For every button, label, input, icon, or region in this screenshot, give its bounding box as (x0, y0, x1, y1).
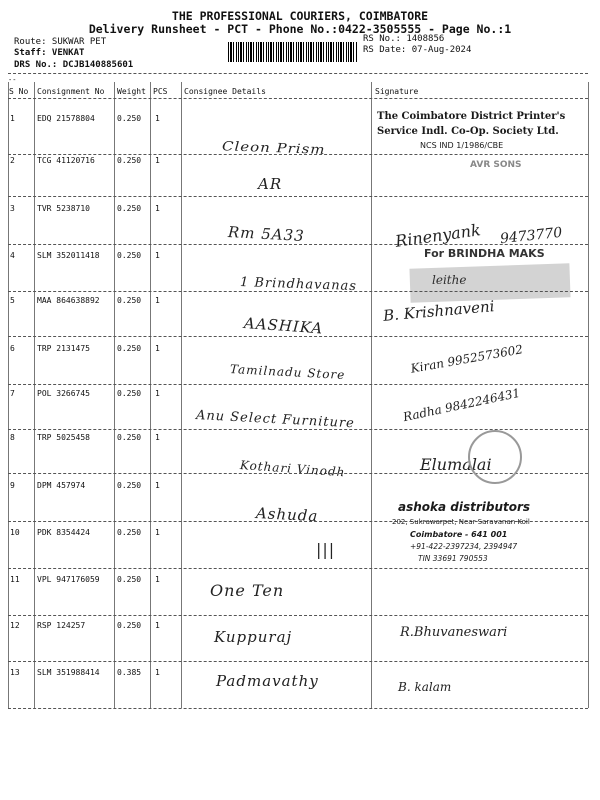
consignee-name-3: Rm 5A33 (227, 223, 306, 246)
signature-5: B. Krishnaveni (382, 297, 496, 325)
signature-6: Kiran 9952573602 (409, 342, 524, 376)
row-pcs: 1 (155, 251, 160, 260)
header-divider (8, 73, 588, 74)
row-consignment-no: POL 3266745 (37, 389, 90, 398)
signature-3: Rinenyank (394, 220, 482, 251)
row-pcs: 1 (155, 621, 160, 630)
row-sno: 2 (10, 156, 15, 165)
row-sno: 9 (10, 481, 15, 490)
row-weight: 0.250 (117, 156, 142, 165)
consignee-name-5: AASHIKA (243, 314, 324, 338)
stamp-avr-sons: AVR SONS (470, 160, 522, 170)
row-consignment-no: VPL 947176059 (37, 575, 100, 584)
row-sno: 11 (10, 575, 20, 584)
signature-3-number: 9473770 (499, 224, 564, 248)
header-row-divider (8, 98, 588, 99)
row-sno: 7 (10, 389, 15, 398)
stamp-ashoka-addr1: 202, Sukrawarpet, Near Saravanan Koil (392, 518, 530, 526)
row-pcs: 1 (155, 528, 160, 537)
consignee-name-6: Tamilnadu Store (229, 362, 346, 383)
row-sno: 12 (10, 621, 20, 630)
signature-12: R.Bhuvaneswari (400, 625, 508, 640)
row-weight: 0.250 (117, 344, 142, 353)
col-header-pcs: PCS (153, 87, 168, 96)
row-sno: 4 (10, 251, 15, 260)
consignee-name-9: Ashuda (255, 504, 319, 526)
consignee-name-11: One Ten (210, 581, 285, 600)
row-consignment-no: TCG 41120716 (37, 156, 95, 165)
row-pcs: 1 (155, 114, 160, 123)
consignee-name-8: Kothari Vinodh (239, 458, 346, 480)
row-sno: 10 (10, 528, 20, 537)
signature-7: Radha 9842246431 (401, 385, 522, 425)
stamp-ashoka-addr2: Coimbatore - 641 001 (410, 530, 508, 539)
stamp-ashoka-phone: +91-422-2397234, 2394947 (410, 542, 518, 551)
stamp-brindha: For BRINDHA MAKS (424, 247, 545, 260)
row-divider (8, 708, 588, 709)
row-weight: 0.250 (117, 481, 142, 490)
consignee-name-12: Kuppuraj (214, 628, 293, 646)
row-pcs: 1 (155, 481, 160, 490)
row-consignment-no: TRP 2131475 (37, 344, 90, 353)
row-consignment-no: TVR 5238710 (37, 204, 90, 213)
row-pcs: 1 (155, 668, 160, 677)
row-divider (8, 568, 588, 569)
row-sno: 3 (10, 204, 15, 213)
row-weight: 0.250 (117, 621, 142, 630)
round-seal (468, 430, 522, 484)
row-weight: 0.250 (117, 433, 142, 442)
row-pcs: 1 (155, 296, 160, 305)
col-line (588, 82, 589, 708)
row-consignment-no: TRP 5025458 (37, 433, 90, 442)
route-label: Route: SUKWAR PET (14, 37, 107, 47)
consignee-name-13: Padmavathy (216, 672, 319, 690)
staff-label: Staff: VENKAT (14, 48, 85, 58)
row-pcs: 1 (155, 156, 160, 165)
drs-number: DRS No.: DCJB140885601 (14, 60, 134, 70)
row-weight: 0.250 (117, 575, 142, 584)
row-consignment-no: SLM 351988414 (37, 668, 100, 677)
stamp-printers-line1: The Coimbatore District Printer's (377, 111, 566, 122)
row-sno: 8 (10, 433, 15, 442)
row-consignment-no: RSP 124257 (37, 621, 86, 630)
consignee-name-10: ||| (316, 540, 336, 559)
row-weight: 0.250 (117, 528, 142, 537)
row-divider (8, 384, 588, 385)
row-weight: 0.250 (117, 389, 142, 398)
col-header-signature: Signature (375, 87, 419, 96)
rs-number: RS No.: 1408856 (363, 34, 445, 44)
runsheet-subtitle: Delivery Runsheet - PCT - Phone No.:0422-3505555 - Page No.:1 (88, 22, 512, 36)
col-header-details: Consignee Details (184, 87, 266, 96)
stamp-printers-line3: NCS IND 1/1986/CBE (420, 141, 504, 150)
row-sno: 6 (10, 344, 15, 353)
consignee-name-7: Anu Select Furniture (195, 408, 356, 432)
row-sno: 1 (10, 114, 15, 123)
row-pcs: 1 (155, 433, 160, 442)
row-divider (8, 661, 588, 662)
row-pcs: 1 (155, 204, 160, 213)
row-sno: 5 (10, 296, 15, 305)
row-consignment-no: PDK 8354424 (37, 528, 90, 537)
stamp-ashoka-tin: TIN 33691 790553 (418, 554, 488, 563)
col-header-sno: S No (9, 87, 29, 96)
consignee-name-4: 1 Brindhavanas (239, 275, 358, 295)
row-pcs: 1 (155, 575, 160, 584)
row-divider (8, 196, 588, 197)
row-pcs: 1 (155, 389, 160, 398)
row-weight: 0.385 (117, 668, 142, 677)
row-consignment-no: EDQ 21578804 (37, 114, 95, 123)
stamp-printers-line2: Service Indl. Co-Op. Society Ltd. (377, 126, 559, 137)
col-header-consignment: Consignment No (37, 87, 105, 96)
row-consignment-no: DPM 457974 (37, 481, 86, 490)
row-pcs: 1 (155, 344, 160, 353)
row-divider (8, 336, 588, 337)
row-consignment-no: SLM 352011418 (37, 251, 100, 260)
rs-date: RS Date: 07-Aug-2024 (363, 45, 472, 55)
row-consignment-no: MAA 864638892 (37, 296, 100, 305)
col-header-weight: Weight (117, 87, 146, 96)
row-weight: 0.250 (117, 114, 142, 123)
company-title: THE PROFESSIONAL COURIERS, COIMBATORE (171, 9, 429, 23)
stamp-ashoka: ashoka distributors (398, 500, 531, 514)
signature-4: leithe (432, 273, 467, 287)
row-weight: 0.250 (117, 251, 142, 260)
consignee-name-2: AR (258, 175, 283, 193)
row-divider (8, 615, 588, 616)
row-sno: 13 (10, 668, 20, 677)
barcode (228, 42, 358, 62)
row-weight: 0.250 (117, 204, 142, 213)
signature-13: B. kalam (398, 680, 452, 694)
header-dashes: -- (8, 76, 17, 84)
row-weight: 0.250 (117, 296, 142, 305)
consignee-name-1: Cleon Prism (221, 138, 326, 158)
signature-8: Elumalai (420, 455, 492, 474)
